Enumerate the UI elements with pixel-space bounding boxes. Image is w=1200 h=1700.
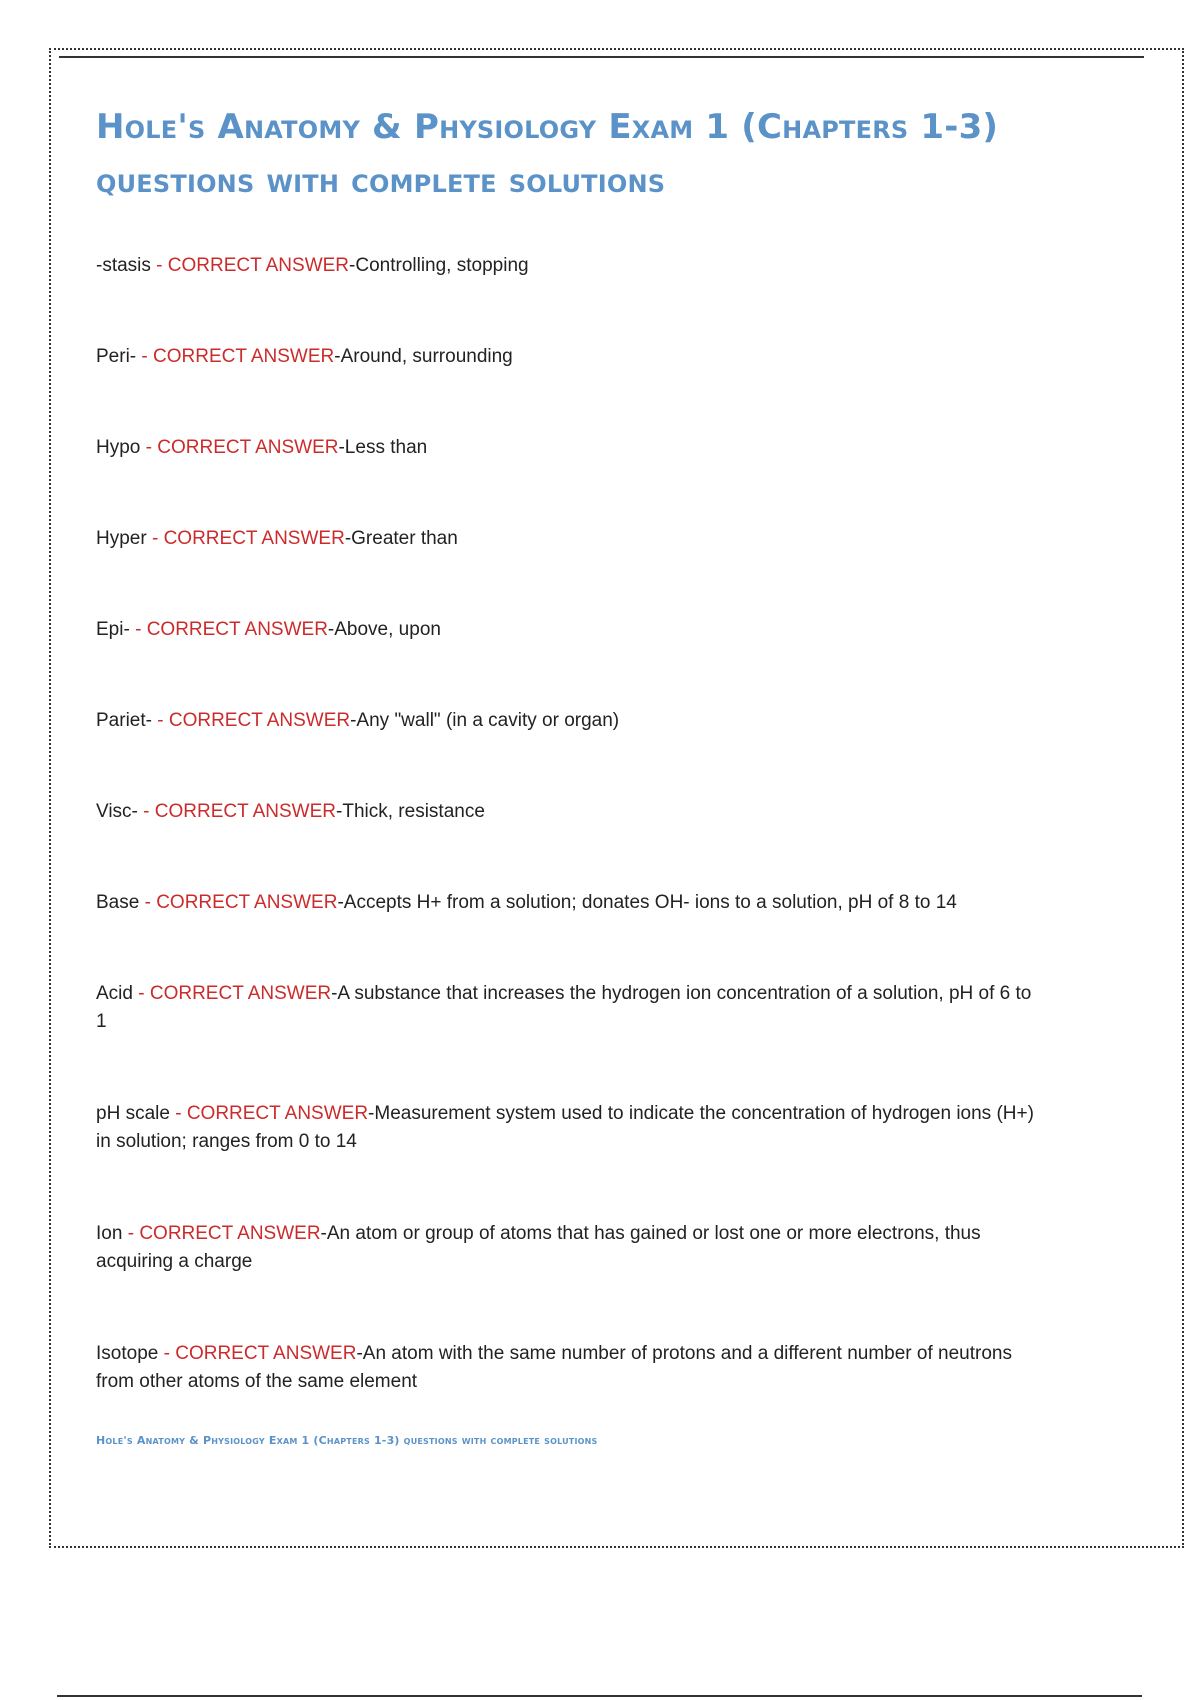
qa-separator: - xyxy=(146,528,164,549)
qa-term: Epi- xyxy=(96,619,130,640)
qa-answer: -Around, surrounding xyxy=(334,346,513,367)
qa-separator: - xyxy=(122,1223,140,1244)
qa-item-stasis xyxy=(96,252,1046,280)
qa-answer: -Controlling, stopping xyxy=(349,255,529,276)
qa-item-hyper xyxy=(96,525,1046,553)
qa-answer: -Greater than xyxy=(344,528,458,549)
qa-term: Hypo xyxy=(96,437,141,458)
qa-term: Peri- xyxy=(96,346,137,367)
qa-answer: -Any "wall" (in a cavity or organ) xyxy=(350,710,620,731)
qa-answer: -An atom or group of atoms that has gained or lost one or more electrons, thus acquiring a charge xyxy=(96,1223,981,1272)
correct-answer-label: CORRECT ANSWER xyxy=(157,437,339,458)
correct-answer-label: CORRECT ANSWER xyxy=(139,1223,321,1244)
correct-answer-label: CORRECT ANSWER xyxy=(186,1103,369,1124)
correct-answer-label: CORRECT ANSWER xyxy=(153,346,335,367)
qa-separator: - xyxy=(132,983,150,1004)
document-title: Hole's Anatomy & Physiology Exam 1 (Chapters 1-3) questions with complete solutions xyxy=(96,107,999,201)
qa-separator: - xyxy=(169,1103,187,1124)
qa-answer: -Thick, resistance xyxy=(336,801,485,822)
qa-separator: - xyxy=(136,346,154,367)
qa-separator: - xyxy=(158,1343,176,1364)
header-rule xyxy=(59,56,1144,58)
correct-answer-label: CORRECT ANSWER xyxy=(156,892,338,913)
qa-term: Base xyxy=(96,892,140,913)
correct-answer-label: CORRECT ANSWER xyxy=(163,528,345,549)
correct-answer-label: CORRECT ANSWER xyxy=(175,1343,357,1364)
qa-term: Isotope xyxy=(96,1343,159,1364)
qa-term: Acid xyxy=(96,983,133,1004)
qa-item-ion xyxy=(96,1220,1046,1276)
qa-separator: - xyxy=(140,437,158,458)
qa-list xyxy=(96,252,1046,1396)
qa-separator: - xyxy=(139,892,157,913)
next-page-rule xyxy=(57,1695,1142,1697)
page-footer: Hole's Anatomy & Physiology Exam 1 (Chapters 1-3) questions with complete solutions xyxy=(96,1434,598,1447)
correct-answer-label: CORRECT ANSWER xyxy=(149,983,332,1004)
qa-term: Pariet- xyxy=(96,710,152,731)
qa-term: -stasis xyxy=(96,255,151,276)
qa-answer: -An atom with the same number of protons and a different number of neutrons from other atoms of the same element xyxy=(96,1343,1012,1392)
correct-answer-label: CORRECT ANSWER xyxy=(168,710,351,731)
document-body xyxy=(96,100,1046,1460)
qa-separator: - xyxy=(129,619,147,640)
qa-answer: -Accepts H+ from a solution; donates OH- ions to a solution, pH of 8 to 14 xyxy=(337,892,957,913)
qa-separator: - xyxy=(150,255,168,276)
qa-answer: -A substance that increases the hydrogen ion concentration of a solution, pH of 6 to 1 xyxy=(96,983,1032,1032)
qa-item-base xyxy=(96,889,1046,917)
correct-answer-label: CORRECT ANSWER xyxy=(154,801,337,822)
qa-term: Ion xyxy=(96,1223,123,1244)
qa-separator: - xyxy=(151,710,169,731)
qa-item-visc xyxy=(96,798,1046,826)
qa-item-pariet xyxy=(96,707,1046,735)
qa-term: Hyper xyxy=(96,528,147,549)
qa-answer: -Above, upon xyxy=(327,619,441,640)
qa-item-peri xyxy=(96,343,1046,371)
qa-item-isotope xyxy=(96,1340,1046,1396)
correct-answer-label: CORRECT ANSWER xyxy=(146,619,328,640)
qa-answer: -Less than xyxy=(338,437,428,458)
correct-answer-label: CORRECT ANSWER xyxy=(167,255,350,276)
qa-term: pH scale xyxy=(96,1103,170,1124)
qa-item-acid xyxy=(96,980,1046,1036)
qa-item-epi xyxy=(96,616,1046,644)
qa-item-hypo xyxy=(96,434,1046,462)
qa-separator: - xyxy=(137,801,155,822)
qa-answer: -Measurement system used to indicate the concentration of hydrogen ions (H+) in solution; ranges from 0 to 14 xyxy=(96,1103,1034,1152)
qa-term: Visc- xyxy=(96,801,138,822)
qa-item-ph-scale xyxy=(96,1100,1046,1156)
